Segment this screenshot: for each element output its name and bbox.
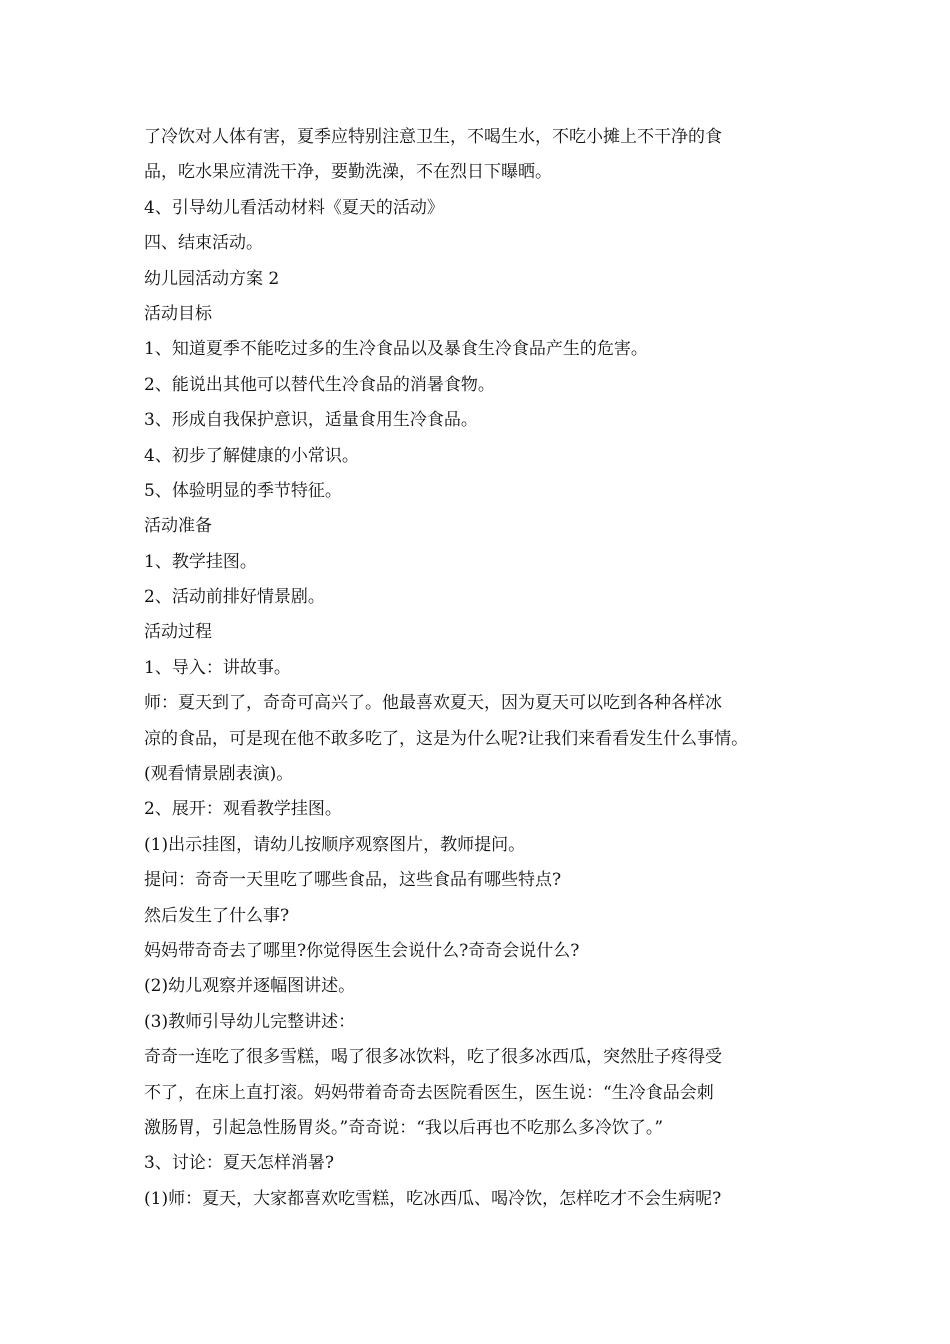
text-line: 然后发生了什么事? [144,905,290,926]
section-heading: 四、结束活动。 [144,233,263,254]
text-line: (观看情景剧表演)。 [144,764,294,785]
text-line: 了冷饮对人体有害，夏季应特别注意卫生，不喝生水，不吃小摊上不干净的食 [144,127,722,147]
text-line: 凉的食品，可是现在他不敢多吃了，这是为什么呢?让我们来看看发生什么事情。 [144,728,749,749]
section-heading: 活动准备 [144,516,212,537]
list-item: 1、知道夏季不能吃过多的生冷食品以及暴食生冷食品产生的危害。 [144,339,648,360]
text-line: 奇奇一连吃了很多雪糕，喝了很多冰饮料，吃了很多冰西瓜，突然肚子疼得受 [144,1047,722,1068]
text-line: 提问：奇奇一天里吃了哪些食品，这些食品有哪些特点? [144,870,562,891]
list-item: 4、引导幼儿看活动材料《夏天的活动》 [144,197,444,218]
text-line: (2)幼儿观察并逐幅图讲述。 [144,976,356,997]
list-item: 3、形成自我保护意识，适量食用生冷食品。 [144,410,478,431]
list-item: 2、活动前排好情景剧。 [144,587,325,608]
text-line: (1)出示挂图，请幼儿按顺序观察图片，教师提问。 [144,834,526,855]
list-item: 1、教学挂图。 [144,551,257,572]
text-line: 品，吃水果应清洗干净，要勤洗澡，不在烈日下曝晒。 [144,162,552,183]
text-line: (3)教师引导幼儿完整讲述： [144,1011,356,1032]
list-item: 4、初步了解健康的小常识。 [144,445,359,466]
list-item: 5、体验明显的季节特征。 [144,480,342,501]
section-heading: 活动过程 [144,622,212,643]
list-item: 2、展开：观看教学挂图。 [144,799,342,820]
document-title: 幼儿园活动方案 2 [144,268,280,289]
text-line: 激肠胃，引起急性肠胃炎。”奇奇说：“我以后再也不吃那么多冷饮了。” [144,1117,664,1138]
text-line: 不了，在床上直打滚。妈妈带着奇奇去医院看医生，医生说：“生冷食品会刺 [144,1082,714,1103]
text-line: 师：夏天到了，奇奇可高兴了。他最喜欢夏天，因为夏天可以吃到各种各样冰 [144,693,722,714]
document-body [144,120,814,1217]
list-item: 1、导入：讲故事。 [144,657,291,678]
section-heading: 活动目标 [144,303,212,324]
text-line: 妈妈带奇奇去了哪里?你觉得医生会说什么?奇奇会说什么? [144,940,580,961]
list-item: 3、讨论：夏天怎样消暑? [144,1153,334,1174]
list-item: 2、能说出其他可以替代生冷食品的消暑食物。 [144,374,495,395]
text-line: (1)师：夏天，大家都喜欢吃雪糕，吃冰西瓜、喝冷饮，怎样吃才不会生病呢? [144,1188,722,1209]
